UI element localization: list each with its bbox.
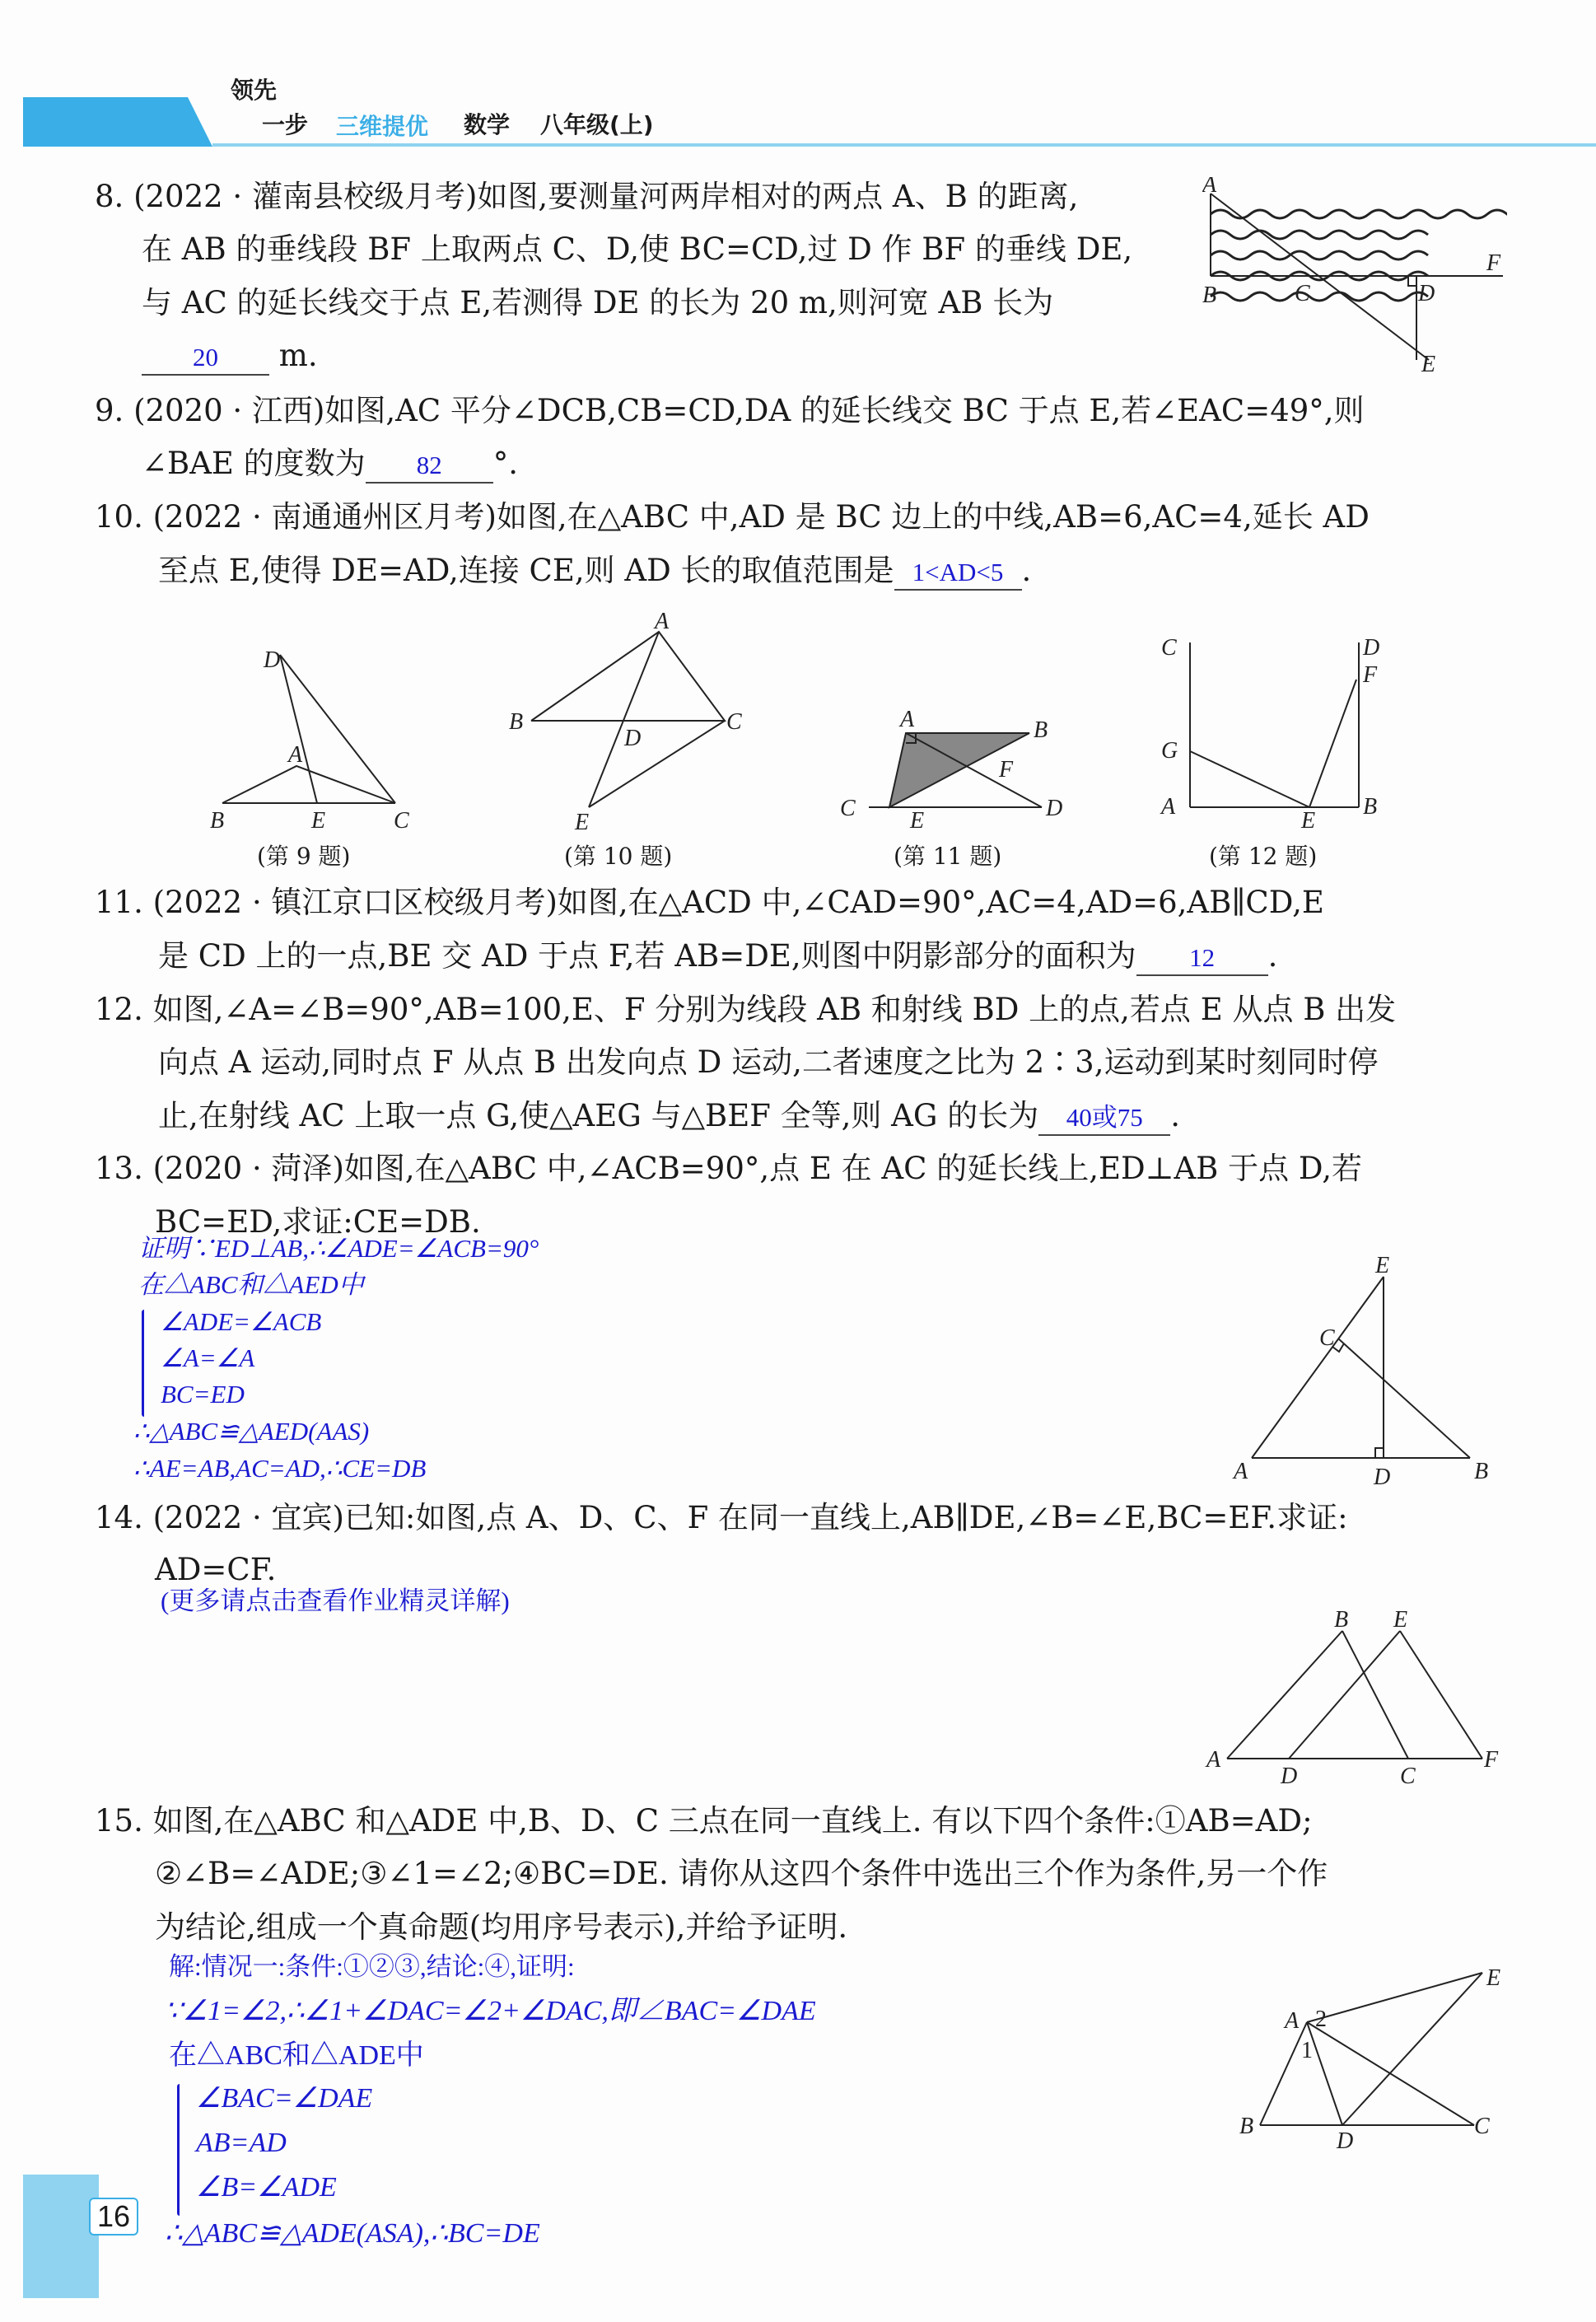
fig-label: C (1295, 281, 1310, 306)
q13-proof-line: ∴AE=AB,AC=AD,∴CE=DB (133, 1454, 427, 1483)
q15-line: 为结论,组成一个真命题(均用序号表示),并给予证明. (155, 1909, 848, 1945)
q15-solution-line: AB=AD (196, 2128, 287, 2158)
q14-line: 14. (2022 · 宜宾)已知:如图,点 A、D、C、F 在同一直线上,AB∥DE,∠B=∠E,BC=EF.求证: (95, 1500, 1348, 1535)
q11-line: 11. (2022 · 镇江京口区校级月考)如图,在△ACD 中,∠CAD=90°,AC=4,AD=6,AB∥CD,E (95, 885, 1324, 920)
fig-label: D (1337, 2128, 1354, 2150)
fig-label: C (1474, 2114, 1490, 2139)
q10-answer: 1<AD<5 (894, 556, 1022, 591)
q13-proof-line: ∠ADE=∠ACB (161, 1307, 322, 1336)
q13-proof-line: BC=ED (161, 1380, 245, 1409)
fig-label: C (840, 796, 856, 821)
q11-text: 是 CD 上的一点,BE 交 AD 于点 F,若 AB=DE,则图中阴影部分的面积为 (158, 938, 1136, 974)
q12-line: 12. 如图,∠A=∠B=90°,AB=100,E、F 分别为线段 AB 和射线 BD 上的点,若点 E 从点 B 出发 (95, 992, 1397, 1027)
grade: 八年级(上) (540, 111, 654, 138)
q15-figure (1235, 1960, 1515, 2150)
q8-line: 在 AB 的垂线段 BF 上取两点 C、D,使 BC=CD,过 D 作 BF 的垂线 DE, (142, 231, 1133, 267)
fig-label: D (1046, 796, 1063, 821)
q8-answer-line (142, 335, 318, 376)
q11-figure (836, 700, 1083, 832)
q10-text: 至点 E,使得 DE=AD,连接 CE,则 AD 长的取值范围是 (158, 553, 894, 588)
q13-proof-line: 证明∵ED⊥AB,∴∠ADE=∠ACB=90° (138, 1234, 539, 1263)
q10-unit: . (1021, 553, 1032, 588)
q15-solution-line: ∠B=∠ADE (196, 2172, 337, 2203)
q8-figure (1202, 177, 1507, 375)
q15-line: ②∠B=∠ADE;③∠1=∠2;④BC=DE. 请你从这四个条件中选出三个作为条件,另一个作 (155, 1856, 1328, 1891)
fig-label: C (1400, 1764, 1416, 1787)
fig-label: D (1281, 1764, 1298, 1787)
q13-proof-line: ∴△ABC≌△AED(AAS) (133, 1417, 370, 1446)
fig-label: B (1363, 794, 1378, 820)
fig-label: E (1375, 1253, 1390, 1278)
q15-solution-line: ∠BAC=∠DAE (196, 2083, 373, 2114)
fig-label: C (1319, 1325, 1335, 1351)
fig-label: A (655, 609, 670, 634)
fig-label: A (1234, 1459, 1248, 1484)
figure-caption: (第 12 题) (1209, 843, 1318, 870)
fig-label: C (394, 808, 409, 832)
fig-label: B (1334, 1607, 1349, 1633)
q9-text: ∠BAE 的度数为 (142, 446, 366, 481)
page-number: 16 (89, 2198, 138, 2236)
q11-line-2 (158, 936, 1277, 977)
q15-solution-line: ∴△ABC≌△ADE(ASA),∴BC=DE (165, 2218, 540, 2249)
fig-label: A (1206, 1747, 1221, 1773)
fig-label: F (1484, 1747, 1499, 1773)
q12-answer: 40或75 (1038, 1101, 1170, 1136)
header-rule (212, 143, 1596, 147)
fig-label: G (1161, 738, 1178, 764)
subject: 数学 (464, 111, 511, 138)
q14-figure (1202, 1606, 1507, 1787)
q13-proof-line: ∠A=∠A (161, 1343, 255, 1372)
q10-figure (502, 605, 749, 836)
fig-label: B (210, 808, 225, 832)
q14-line: AD=CF. (155, 1552, 277, 1587)
fig-label: C (1161, 635, 1177, 661)
fig-label: A (1202, 177, 1217, 198)
fig-label: E (311, 808, 326, 832)
fig-label: F (999, 757, 1014, 783)
figure-caption: (第 9 题) (257, 843, 351, 870)
page-header (23, 77, 1571, 147)
q9-figure (206, 642, 428, 832)
fig-label: B (1034, 717, 1048, 743)
q10-line-2 (158, 550, 1031, 591)
fig-label: B (1202, 283, 1217, 308)
fig-label: D (264, 647, 281, 673)
q15-solution-line: ∵∠1=∠2,∴∠1+∠DAC=∠2+∠DAC,即∠BAC=∠DAE (165, 1996, 816, 2026)
fig-label: C (726, 709, 742, 735)
fig-label: B (509, 709, 524, 735)
fig-label: F (1363, 662, 1378, 688)
q8-line: 8. (2022 · 灌南县校级月考)如图,要测量河两岸相对的两点 A、B 的距离, (95, 179, 1079, 214)
q12-figure (1157, 634, 1404, 832)
q8-unit: m. (278, 338, 318, 373)
figure-caption: (第 11 题) (894, 843, 1002, 870)
fig-label: E (1301, 808, 1316, 832)
q9-line-2 (142, 443, 518, 484)
q11-answer: 12 (1136, 941, 1268, 976)
q8-line: 与 AC 的延长线交于点 E,若测得 DE 的长为 20 m,则河宽 AB 长为 (142, 285, 1054, 320)
fig-label: A (1285, 2008, 1300, 2034)
q12-unit: . (1170, 1098, 1180, 1133)
q9-line: 9. (2020 · 江西)如图,AC 平分∠DCB,CB=CD,DA 的延长线交 BC 于点 E,若∠EAC=49°,则 (95, 393, 1365, 428)
fig-label: E (1486, 1965, 1501, 1991)
brace (142, 1310, 144, 1417)
q15-solution-line: 解:情况一:条件:①②③,结论:④,证明: (169, 1952, 575, 1981)
q13-proof-line: 在△ABC和△AED中 (138, 1270, 364, 1299)
fig-label: A (900, 707, 915, 732)
fig-label: E (1393, 1607, 1408, 1633)
logo-bottom: 一步 (262, 111, 309, 138)
more-solutions-link[interactable]: (更多请点击查看作业精灵详解) (161, 1586, 510, 1615)
q9-answer: 82 (366, 449, 493, 484)
q13-line: 13. (2020 · 菏泽)如图,在△ABC 中,∠ACB=90°,点 E 在 AC 的延长线上,ED⊥AB 于点 D,若 (95, 1151, 1362, 1186)
series-name: 三维提优 (336, 113, 429, 140)
q9-unit: °. (492, 446, 518, 481)
fig-label: A (288, 742, 303, 768)
fig-label: E (575, 810, 590, 835)
fig-label: B (1239, 2114, 1254, 2139)
fig-label: 2 (1315, 2007, 1327, 2032)
fig-label: E (1421, 352, 1436, 375)
fig-label: B (1474, 1459, 1489, 1484)
q15-line: 15. 如图,在△ABC 和△ADE 中,B、D、C 三点在同一直线上. 有以下四个条件:①AB=AD; (95, 1803, 1313, 1838)
q12-text: 止,在射线 AC 上取一点 G,使△AEG 与△BEF 全等,则 AG 的长为 (158, 1098, 1039, 1133)
fig-label: A (1161, 794, 1176, 820)
q10-line: 10. (2022 · 南通通州区月考)如图,在△ABC 中,AD 是 BC 边上的中线,AB=6,AC=4,延长 AD (95, 499, 1370, 535)
fig-label: D (1374, 1465, 1391, 1487)
fig-label: D (1418, 281, 1435, 306)
fig-label: E (910, 808, 925, 832)
header-band (23, 97, 212, 147)
fig-label: 1 (1301, 2038, 1313, 2063)
q13-figure (1227, 1248, 1507, 1487)
fig-label: F (1486, 250, 1501, 276)
q13-line: BC=ED,求证:CE=DB. (155, 1204, 481, 1240)
q15-solution-line: 在△ABC和△ADE中 (169, 2040, 424, 2071)
q11-unit: . (1267, 938, 1278, 974)
q8-answer: 20 (142, 341, 269, 376)
fig-label: D (1363, 635, 1380, 661)
figure-caption: (第 10 题) (564, 843, 673, 870)
q12-line: 向点 A 运动,同时点 F 从点 B 出发向点 D 运动,二者速度之比为 2∶3,运动到某时刻同时停 (158, 1044, 1379, 1080)
brace (177, 2084, 180, 2216)
logo-top: 领先 (231, 77, 278, 104)
fig-label: D (624, 726, 642, 751)
page-corner-strip (23, 2175, 99, 2298)
q12-line-3 (158, 1096, 1180, 1137)
